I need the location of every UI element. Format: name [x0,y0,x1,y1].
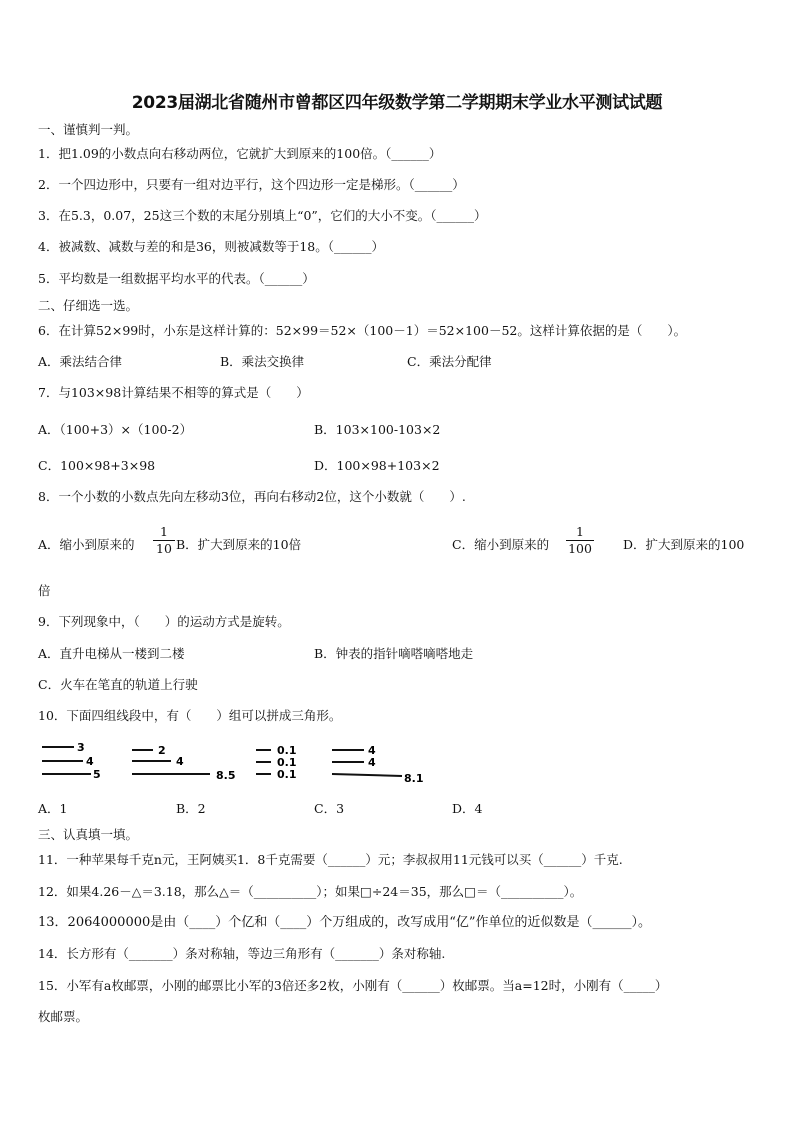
page-title: 2023届湖北省随州市曾都区四年级数学第二学期期末学业水平测试试题 [131,93,663,113]
question-10: 10．下面四组线段中，有（ ）组可以拼成三角形。 [38,708,342,723]
fraction-denominator: 100 [568,541,592,556]
segment-label-3-2: 0.1 [277,756,297,769]
section-1-heading: 一、谨慎判一判。 [38,122,139,137]
question-7: 7．与103×98计算结果不相等的算式是（ ） [38,385,309,400]
question-10-option-c: C．3 [314,801,345,816]
question-5: 5．平均数是一组数据平均水平的代表。（______） [38,271,315,286]
question-6-option-b: B．乘法交换律 [220,354,305,369]
question-10-option-a: A．1 [38,801,68,816]
question-3: 3．在5.3，0.07，25这三个数的末尾分别填上“0”，它们的大小不变。（______） [38,208,487,223]
question-14: 14．长方形有（_______）条对称轴，等边三角形有（_______）条对称轴. [38,946,446,961]
segment-label-3-3: 0.1 [277,768,297,781]
fraction-numerator: 1 [566,524,594,541]
question-7-option-a: A．（100+3）×（100-2） [38,422,193,437]
question-6: 6．在计算52×99时，小东是这样计算的：52×99＝52×（100－1）＝52×100－52。这样计算依据的是（ ）。 [38,323,687,338]
segment-label-2-3: 8.5 [216,769,236,782]
question-8-option-a: A．缩小到原来的 [38,537,135,552]
question-8: 8．一个小数的小数点先向左移动3位，再向右移动2位，这个小数就（ ）. [38,489,466,504]
question-6-option-a: A．乘法结合律 [38,354,123,369]
fraction-numerator: 1 [153,524,175,541]
question-6-option-c: C．乘法分配律 [407,354,492,369]
fraction-denominator: 10 [156,541,172,556]
question-9: 9．下列现象中，（ ）的运动方式是旋转。 [38,614,290,629]
question-10-option-d: D．4 [452,801,483,816]
question-7-option-c: C．100×98+3×98 [38,458,156,473]
question-13: 13．2064000000是由（____）个亿和（____）个万组成的，改写成用“亿”作单位的近似数是（______）。 [38,915,652,930]
segment-label-4-3: 8.1 [404,772,424,785]
section-2-heading: 二、仔细选一选。 [38,298,139,313]
segment-label-4-1: 4 [368,744,376,757]
question-2: 2．一个四边形中，只要有一组对边平行，这个四边形一定是梯形。（______） [38,177,465,192]
segment-group-3 [256,744,297,781]
segment-group-2 [132,744,236,782]
question-12: 12．如果4.26－△＝3.18，那么△＝（__________）；如果□÷24＝35，那么□＝（__________）。 [38,884,583,899]
question-1: 1．把1.09的小数点向右移动两位，它就扩大到原来的100倍。（______） [38,146,442,161]
segment-4-3 [332,774,402,776]
question-8-option-c: C．缩小到原来的 [452,537,550,552]
question-8-option-b: B．扩大到原来的10倍 [176,537,302,552]
segment-label-4-2: 4 [368,756,376,769]
question-7-option-d: D．100×98+103×2 [314,458,440,473]
question-11: 11．一种苹果每千克n元，王阿姨买1．8千克需要（______）元；李叔叔用11元钱可以买（______）千克. [38,852,623,867]
segment-label-2-2: 4 [176,755,184,768]
segment-label-1-2: 4 [86,755,94,768]
question-9-option-a: A．直升电梯从一楼到二楼 [38,646,185,661]
segment-label-2-1: 2 [158,744,166,757]
question-9-option-b: B．钟表的指针嘀嗒嘀嗒地走 [314,646,474,661]
segment-group-1 [42,741,101,781]
question-10-segment-figure [36,738,466,788]
segment-group-4 [332,744,424,785]
question-10-option-b: B．2 [176,801,206,816]
segment-label-1-3: 5 [93,768,101,781]
question-4: 4．被减数、减数与差的和是36，则被减数等于18。（______） [38,239,385,254]
question-7-option-b: B．103×100-103×2 [314,422,441,437]
question-9-option-c: C．火车在笔直的轨道上行驶 [38,677,198,692]
question-8-option-a-fraction [153,524,175,557]
question-15-continued: 枚邮票。 [38,1009,89,1024]
segment-label-1-1: 3 [77,741,85,754]
question-8-option-d: D．扩大到原来的100 [623,537,745,552]
segment-label-3-1: 0.1 [277,744,297,757]
question-8-option-c-fraction [566,524,594,557]
question-8-option-d-continued: 倍 [38,583,51,598]
section-3-heading: 三、认真填一填。 [38,827,139,842]
question-15: 15．小军有a枚邮票，小刚的邮票比小军的3倍还多2枚，小刚有（______）枚邮票。当a=12时，小刚有（_____） [38,978,668,993]
